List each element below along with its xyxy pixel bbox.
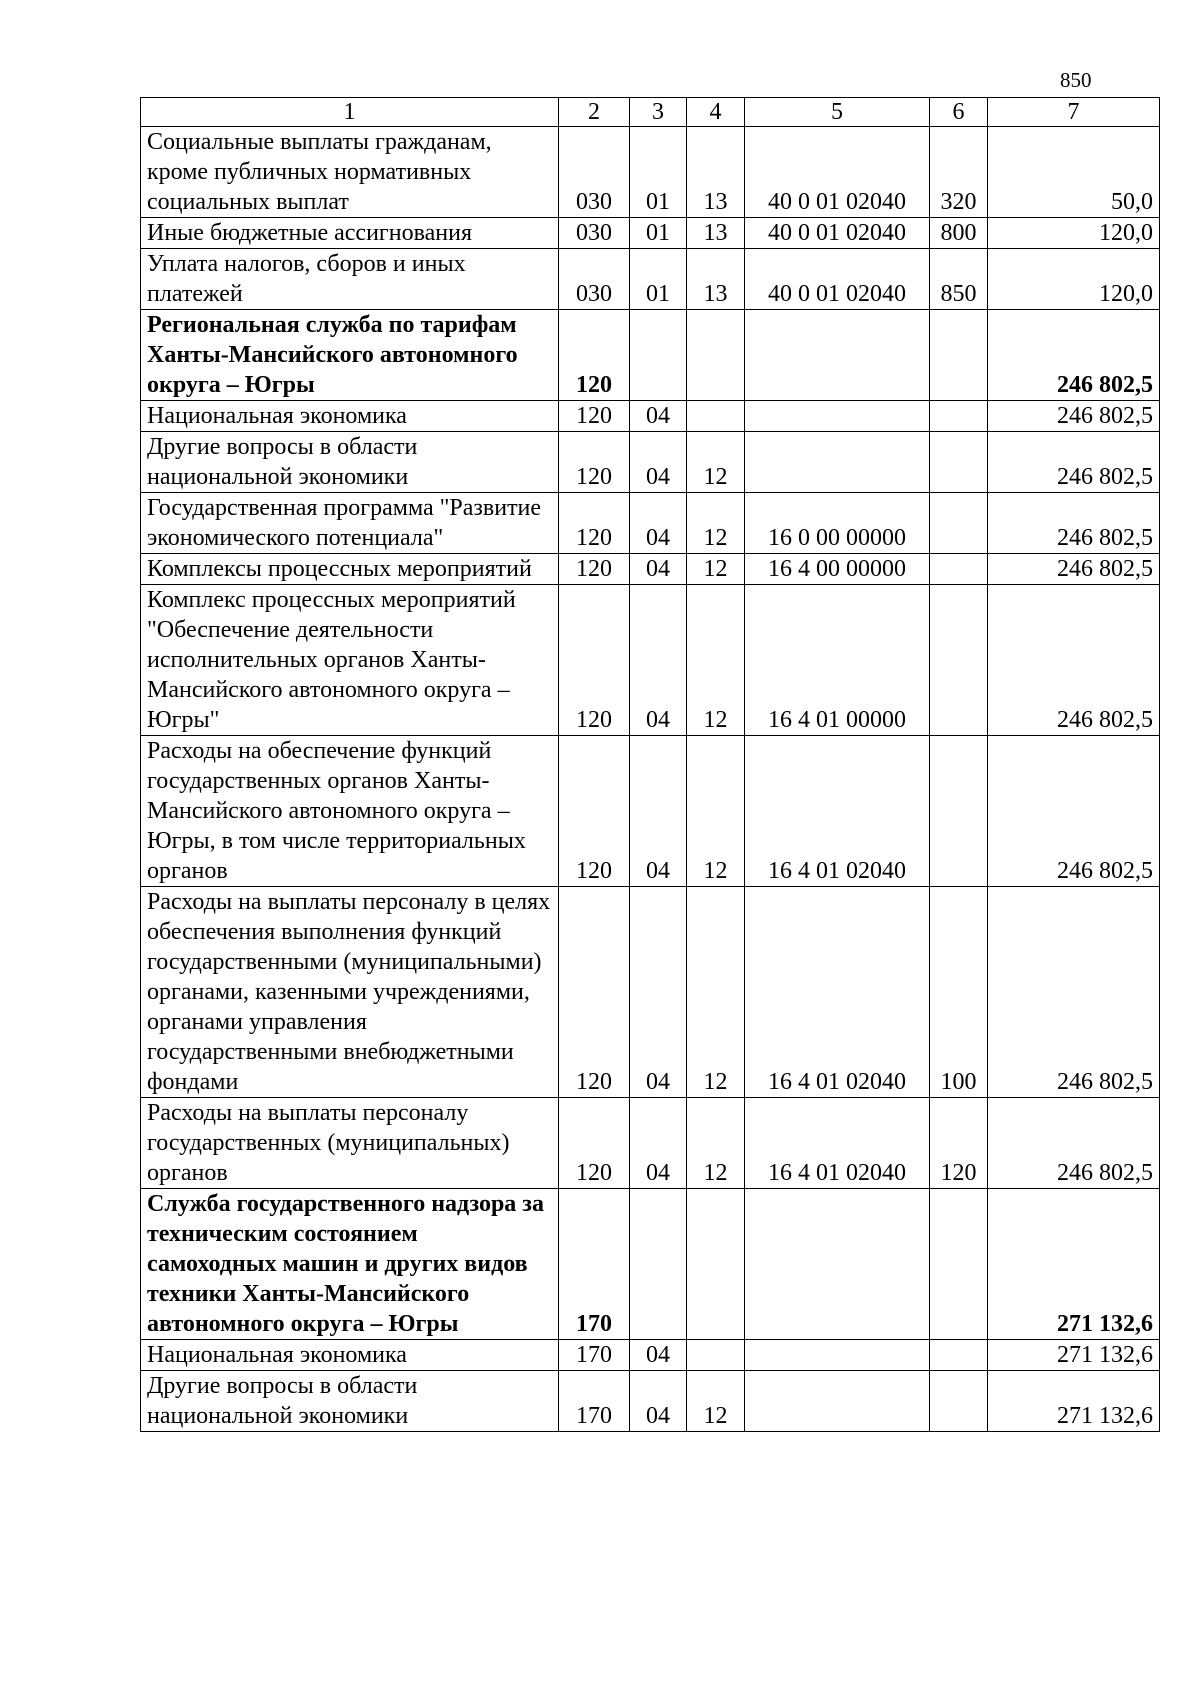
subsection-code-cell: 12 (687, 887, 745, 1098)
target-article-cell: 16 4 01 02040 (745, 736, 930, 887)
expense-type-cell (930, 1189, 988, 1340)
table-row (141, 1340, 1160, 1371)
amount-cell: 120,0 (988, 218, 1160, 249)
expense-type-cell (930, 310, 988, 401)
table-body (141, 127, 1160, 1432)
target-article-cell (745, 432, 930, 493)
table-row (141, 127, 1160, 218)
row-name-cell: Комплексы процессных мероприятий (141, 554, 559, 585)
subsection-code-cell: 12 (687, 493, 745, 554)
target-article-cell (745, 1189, 930, 1340)
header-cell: 2 (559, 98, 630, 127)
gr-code-cell: 120 (559, 554, 630, 585)
table-header (141, 98, 1160, 127)
row-name-cell: Национальная экономика (141, 1340, 559, 1371)
section-code-cell (630, 310, 687, 401)
subsection-code-cell: 12 (687, 554, 745, 585)
amount-cell: 246 802,5 (988, 432, 1160, 493)
row-name-cell: Расходы на выплаты персоналу в целях обеспечения выполнения функций государственными (муниципальными) органами, казенными учреждениями, органами управления государственными внебюджетными фондами (141, 887, 559, 1098)
header-cell: 1 (141, 98, 559, 127)
subsection-code-cell: 12 (687, 585, 745, 736)
amount-cell: 271 132,6 (988, 1371, 1160, 1432)
amount-cell: 246 802,5 (988, 736, 1160, 887)
gr-code-cell: 170 (559, 1189, 630, 1340)
expense-type-cell: 800 (930, 218, 988, 249)
section-code-cell: 01 (630, 218, 687, 249)
amount-cell: 246 802,5 (988, 1098, 1160, 1189)
row-name-cell: Служба государственного надзора за техническим состоянием самоходных машин и других видов техники Ханты-Мансийского автономного округа – Югры (141, 1189, 559, 1340)
row-name-cell: Расходы на выплаты персоналу государственных (муниципальных) органов (141, 1098, 559, 1189)
target-article-cell: 16 4 01 02040 (745, 1098, 930, 1189)
row-name-cell: Уплата налогов, сборов и иных платежей (141, 249, 559, 310)
amount-cell: 246 802,5 (988, 887, 1160, 1098)
section-code-cell: 04 (630, 736, 687, 887)
table-row (141, 493, 1160, 554)
amount-cell: 246 802,5 (988, 585, 1160, 736)
expense-type-cell (930, 1371, 988, 1432)
subsection-code-cell: 12 (687, 432, 745, 493)
header-cell: 5 (745, 98, 930, 127)
gr-code-cell: 120 (559, 310, 630, 401)
header-cell: 7 (988, 98, 1160, 127)
amount-cell: 246 802,5 (988, 310, 1160, 401)
gr-code-cell: 120 (559, 432, 630, 493)
expense-type-cell: 120 (930, 1098, 988, 1189)
section-code-cell: 01 (630, 127, 687, 218)
section-code-cell: 04 (630, 887, 687, 1098)
row-name-cell: Региональная служба по тарифам Ханты-Мансийского автономного округа – Югры (141, 310, 559, 401)
section-code-cell: 04 (630, 1098, 687, 1189)
target-article-cell: 16 4 00 00000 (745, 554, 930, 585)
row-name-cell: Иные бюджетные ассигнования (141, 218, 559, 249)
row-name-cell: Другие вопросы в области национальной экономики (141, 1371, 559, 1432)
header-cell: 4 (687, 98, 745, 127)
table-row (141, 432, 1160, 493)
table-row (141, 218, 1160, 249)
section-code-cell (630, 1189, 687, 1340)
expense-type-cell (930, 401, 988, 432)
row-name-cell: Государственная программа "Развитие экономического потенциала" (141, 493, 559, 554)
target-article-cell: 40 0 01 02040 (745, 218, 930, 249)
target-article-cell (745, 1371, 930, 1432)
table-row (141, 1189, 1160, 1340)
subsection-code-cell: 13 (687, 249, 745, 310)
expense-type-cell (930, 585, 988, 736)
target-article-cell: 16 4 01 00000 (745, 585, 930, 736)
expense-type-cell: 320 (930, 127, 988, 218)
section-code-cell: 04 (630, 493, 687, 554)
section-code-cell: 01 (630, 249, 687, 310)
budget-table (140, 97, 1160, 1432)
expense-type-cell (930, 493, 988, 554)
table-row (141, 554, 1160, 585)
amount-cell: 50,0 (988, 127, 1160, 218)
gr-code-cell: 120 (559, 493, 630, 554)
amount-cell: 246 802,5 (988, 493, 1160, 554)
table-row (141, 401, 1160, 432)
expense-type-cell: 100 (930, 887, 988, 1098)
amount-cell: 246 802,5 (988, 554, 1160, 585)
subsection-code-cell (687, 1340, 745, 1371)
target-article-cell: 40 0 01 02040 (745, 249, 930, 310)
header-cell: 6 (930, 98, 988, 127)
gr-code-cell: 030 (559, 127, 630, 218)
row-name-cell: Расходы на обеспечение функций государственных органов Ханты-Мансийского автономного округа – Югры, в том числе территориальных органов (141, 736, 559, 887)
amount-cell: 246 802,5 (988, 401, 1160, 432)
row-name-cell: Другие вопросы в области национальной экономики (141, 432, 559, 493)
subsection-code-cell: 13 (687, 127, 745, 218)
expense-type-cell (930, 736, 988, 887)
expense-type-cell (930, 1340, 988, 1371)
table-row (141, 736, 1160, 887)
table-row (141, 310, 1160, 401)
amount-cell: 271 132,6 (988, 1340, 1160, 1371)
target-article-cell (745, 401, 930, 432)
table-row (141, 249, 1160, 310)
expense-type-cell (930, 432, 988, 493)
section-code-cell: 04 (630, 585, 687, 736)
subsection-code-cell (687, 1189, 745, 1340)
header-row (141, 98, 1160, 127)
amount-cell: 271 132,6 (988, 1189, 1160, 1340)
section-code-cell: 04 (630, 1340, 687, 1371)
subsection-code-cell: 12 (687, 736, 745, 887)
row-name-cell: Национальная экономика (141, 401, 559, 432)
subsection-code-cell: 13 (687, 218, 745, 249)
target-article-cell: 16 0 00 00000 (745, 493, 930, 554)
subsection-code-cell (687, 401, 745, 432)
gr-code-cell: 030 (559, 218, 630, 249)
gr-code-cell: 120 (559, 1098, 630, 1189)
section-code-cell: 04 (630, 432, 687, 493)
expense-type-cell: 850 (930, 249, 988, 310)
target-article-cell: 40 0 01 02040 (745, 127, 930, 218)
target-article-cell (745, 310, 930, 401)
row-name-cell: Социальные выплаты гражданам, кроме публичных нормативных социальных выплат (141, 127, 559, 218)
header-cell: 3 (630, 98, 687, 127)
table-row (141, 1098, 1160, 1189)
subsection-code-cell (687, 310, 745, 401)
page-number: 850 (1060, 68, 1092, 92)
section-code-cell: 04 (630, 1371, 687, 1432)
section-code-cell: 04 (630, 401, 687, 432)
table-row (141, 1371, 1160, 1432)
gr-code-cell: 030 (559, 249, 630, 310)
gr-code-cell: 120 (559, 401, 630, 432)
target-article-cell: 16 4 01 02040 (745, 887, 930, 1098)
gr-code-cell: 170 (559, 1340, 630, 1371)
gr-code-cell: 170 (559, 1371, 630, 1432)
section-code-cell: 04 (630, 554, 687, 585)
amount-cell: 120,0 (988, 249, 1160, 310)
gr-code-cell: 120 (559, 736, 630, 887)
target-article-cell (745, 1340, 930, 1371)
table-row (141, 887, 1160, 1098)
gr-code-cell: 120 (559, 887, 630, 1098)
expense-type-cell (930, 554, 988, 585)
subsection-code-cell: 12 (687, 1098, 745, 1189)
table-row (141, 585, 1160, 736)
gr-code-cell: 120 (559, 585, 630, 736)
row-name-cell: Комплекс процессных мероприятий "Обеспечение деятельности исполнительных органов Ханты-Мансийского автономного округа – Югры" (141, 585, 559, 736)
subsection-code-cell: 12 (687, 1371, 745, 1432)
